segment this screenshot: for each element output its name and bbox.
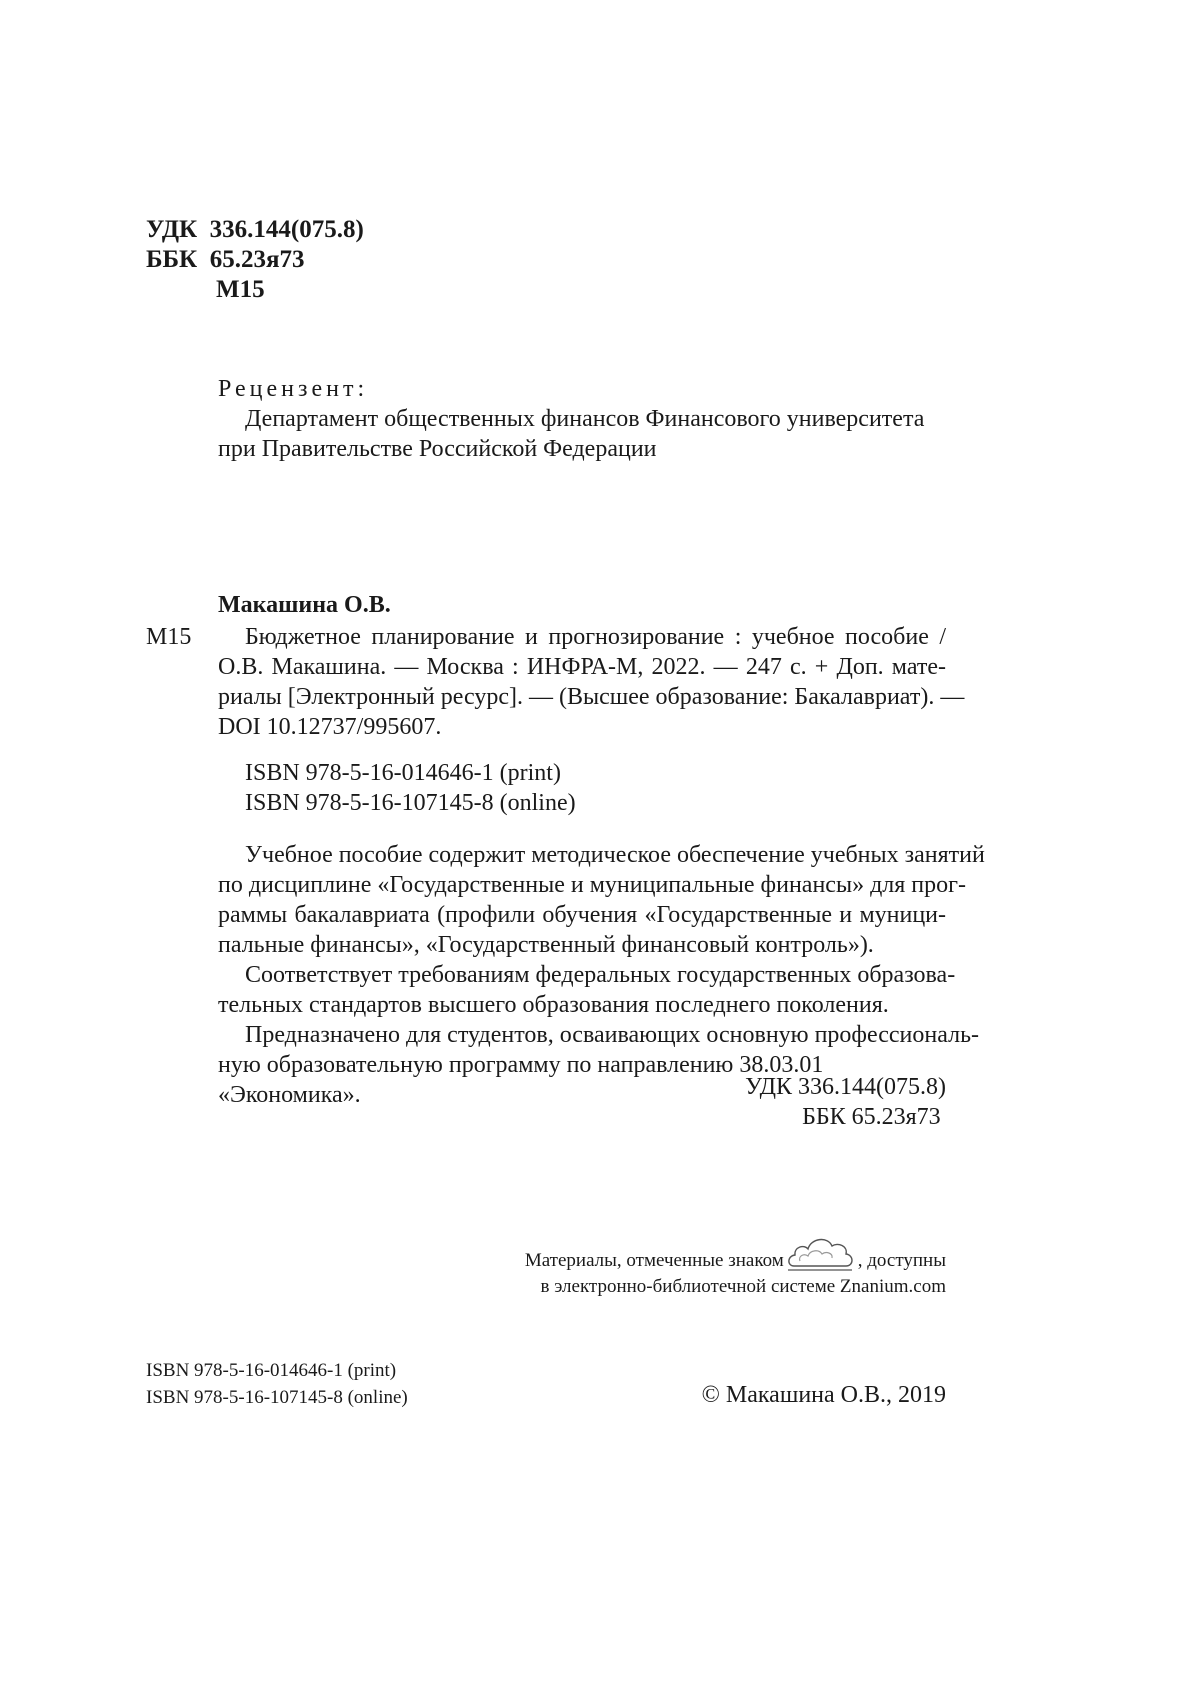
materials-note-text-before: Материалы, отмеченные знаком bbox=[524, 1250, 784, 1271]
annotation-line: Соответствует требованиям федеральных государственных образова- bbox=[245, 962, 956, 988]
annotation-line: тельных стандартов высшего образования последнего поколения. bbox=[218, 992, 889, 1018]
reviewer-label: Рецензент: bbox=[218, 376, 369, 402]
copyright: © Макашина О.В., 2019 bbox=[701, 1382, 946, 1408]
annotation-line: Учебное пособие содержит методическое обеспечение учебных занятий bbox=[245, 842, 985, 868]
record-line: DOI 10.12737/995607. bbox=[218, 714, 442, 740]
footer-isbn bbox=[146, 1357, 408, 1411]
record-description bbox=[218, 622, 965, 742]
annotation-classification bbox=[745, 1072, 946, 1132]
record-mark: М15 bbox=[146, 624, 192, 650]
annotation-line: пальные финансы», «Государственный финансовый контроль»). bbox=[218, 932, 874, 958]
annotation bbox=[218, 840, 985, 1110]
annotation-bbk: ББК 65.23я73 bbox=[802, 1104, 941, 1130]
bbk-line bbox=[146, 246, 304, 274]
materials-note-line-1 bbox=[525, 1234, 946, 1272]
materials-note-text-after: , доступны bbox=[857, 1250, 946, 1271]
record-author: Макашина О.В. bbox=[218, 592, 391, 618]
record-line: О.В. Макашина. — Москва : ИНФРА-М, 2022. — 247 с. + Доп. мате- bbox=[218, 654, 946, 680]
annotation-udk: УДК 336.144(075.8) bbox=[745, 1074, 946, 1100]
bbk-label: ББК bbox=[146, 246, 198, 273]
reviewer-line-1: Департамент общественных финансов Финансового университета bbox=[245, 406, 925, 432]
reviewer-line-2: при Правительстве Российской Федерации bbox=[218, 436, 657, 462]
udk-line bbox=[146, 216, 364, 244]
footer-isbn-online: ISBN 978-5-16-107145-8 (online) bbox=[146, 1387, 408, 1408]
record-line: Бюджетное планирование и прогнозирование : учебное пособие / bbox=[245, 624, 946, 650]
annotation-line: Предназначено для студентов, осваивающих основную профессиональ- bbox=[245, 1022, 980, 1048]
annotation-line: по дисциплине «Государственные и муниципальные финансы» для прог- bbox=[218, 872, 966, 898]
bbk-value: 65.23я73 bbox=[209, 246, 305, 273]
isbn-online: ISBN 978-5-16-107145-8 (online) bbox=[245, 790, 576, 816]
materials-note-line-2: в электронно-библиотечной системе Znanium.com bbox=[540, 1276, 946, 1297]
materials-note bbox=[525, 1234, 946, 1298]
author-mark: М15 bbox=[216, 276, 265, 303]
annotation-line: ную образовательную программу по направлению 38.03.01 «Экономика». bbox=[218, 1052, 824, 1108]
record-line: риалы [Электронный ресурс]. — (Высшее образование: Бакалавриат). — bbox=[218, 684, 965, 710]
udk-value: 336.144(075.8) bbox=[209, 216, 364, 243]
annotation-line: раммы бакалавриата (профили обучения «Государственные и муници- bbox=[218, 902, 946, 928]
udk-label: УДК bbox=[146, 216, 198, 243]
cloud-icon bbox=[786, 1234, 856, 1272]
record-isbn bbox=[245, 758, 576, 818]
isbn-print: ISBN 978-5-16-014646-1 (print) bbox=[245, 760, 561, 786]
footer-isbn-print: ISBN 978-5-16-014646-1 (print) bbox=[146, 1360, 397, 1381]
